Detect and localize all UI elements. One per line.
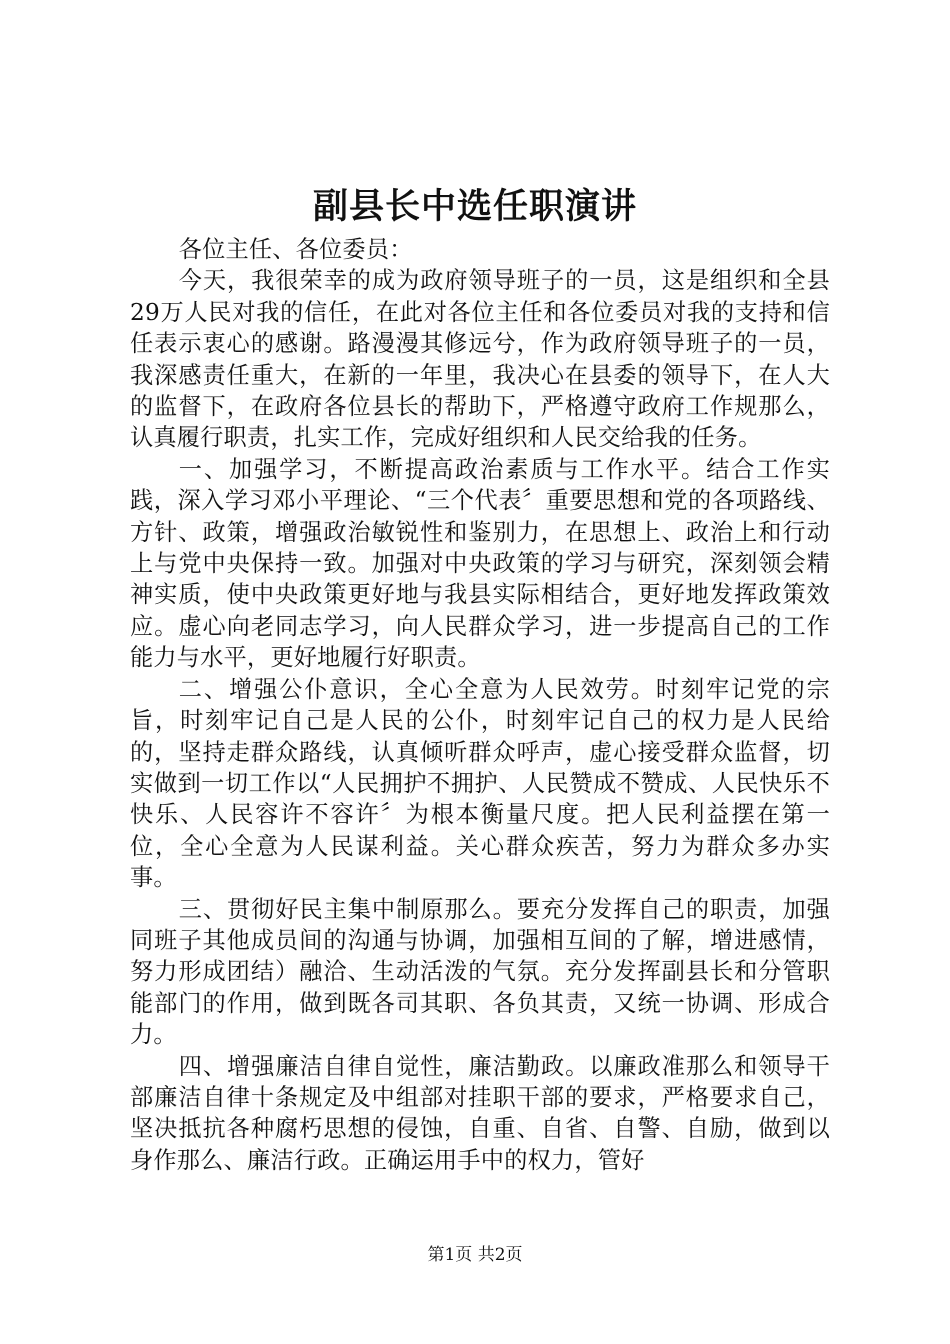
document-title: 副县长中选任职演讲 xyxy=(312,186,637,227)
opening-paragraph: 今天，我很荣幸的成为政府领导班子的一员，这是组织和全县29万人民对我的信任，在此对各位主任和各位委员对我的支持和信任表示衷心的感谢。路漫漫其修远兮，作为政府领导班子的一员，我深感责任重大，在新的一年里，我决心在县委的领导下，在人大的监督下，在政府各位县长的帮助下，严格遵守政府工作规那么，认真履行职责，扎实工作，完成好组织和人民交给我的任务。 xyxy=(130,267,830,452)
salutation-paragraph: 各位主任、各位委员： xyxy=(178,236,413,263)
section-four-paragraph: 四、增强廉洁自律自觉性，廉洁勤政。以廉政准那么和领导干部廉洁自律十条规定及中组部对挂职干部的要求，严格要求自己，坚决抵抗各种腐朽思想的侵蚀，自重、自省、自警、自励，做到以身作那么、廉洁行政。正确运用手中的权力，管好 xyxy=(130,1052,830,1174)
document-body xyxy=(130,234,830,1176)
section-one-paragraph: 一、加强学习，不断提高政治素质与工作水平。结合工作实践，深入学习邓小平理论、“三个代表〞重要思想和党的各项路线、方针、政策，增强政治敏锐性和鉴别力，在思想上、政治上和行动上与党中央保持一致。加强对中央政策的学习与研究，深刻领会精神实质，使中央政策更好地与我县实际相结合，更好地发挥政策效应。虚心向老同志学习，向人民群众学习，进一步提高自己的工作能力与水平，更好地履行好职责。 xyxy=(130,455,830,672)
section-two-paragraph: 二、增强公仆意识，全心全意为人民效劳。时刻牢记党的宗旨，时刻牢记自己是人民的公仆，时刻牢记自己的权力是人民给的，坚持走群众路线，认真倾听群众呼声，虚心接受群众监督，切实做到一切工作以“人民拥护不拥护、人民赞成不赞成、人民快乐不快乐、人民容许不容许〞为根本衡量尺度。把人民利益摆在第一位，全心全意为人民谋利益。关心群众疾苦，努力为群众多办实事。 xyxy=(130,675,830,892)
page-number-footer: 第1页 共2页 xyxy=(427,1245,523,1265)
section-three-paragraph: 三、贯彻好民主集中制原那么。要充分发挥自己的职责，加强同班子其他成员间的沟通与协调，加强相互间的了解，增进感情，努力形成团结）融洽、生动活泼的气氛。充分发挥副县长和分管职能部门的作用，做到既各司其职、各负其责，又统一协调、形成合力。 xyxy=(130,895,830,1049)
